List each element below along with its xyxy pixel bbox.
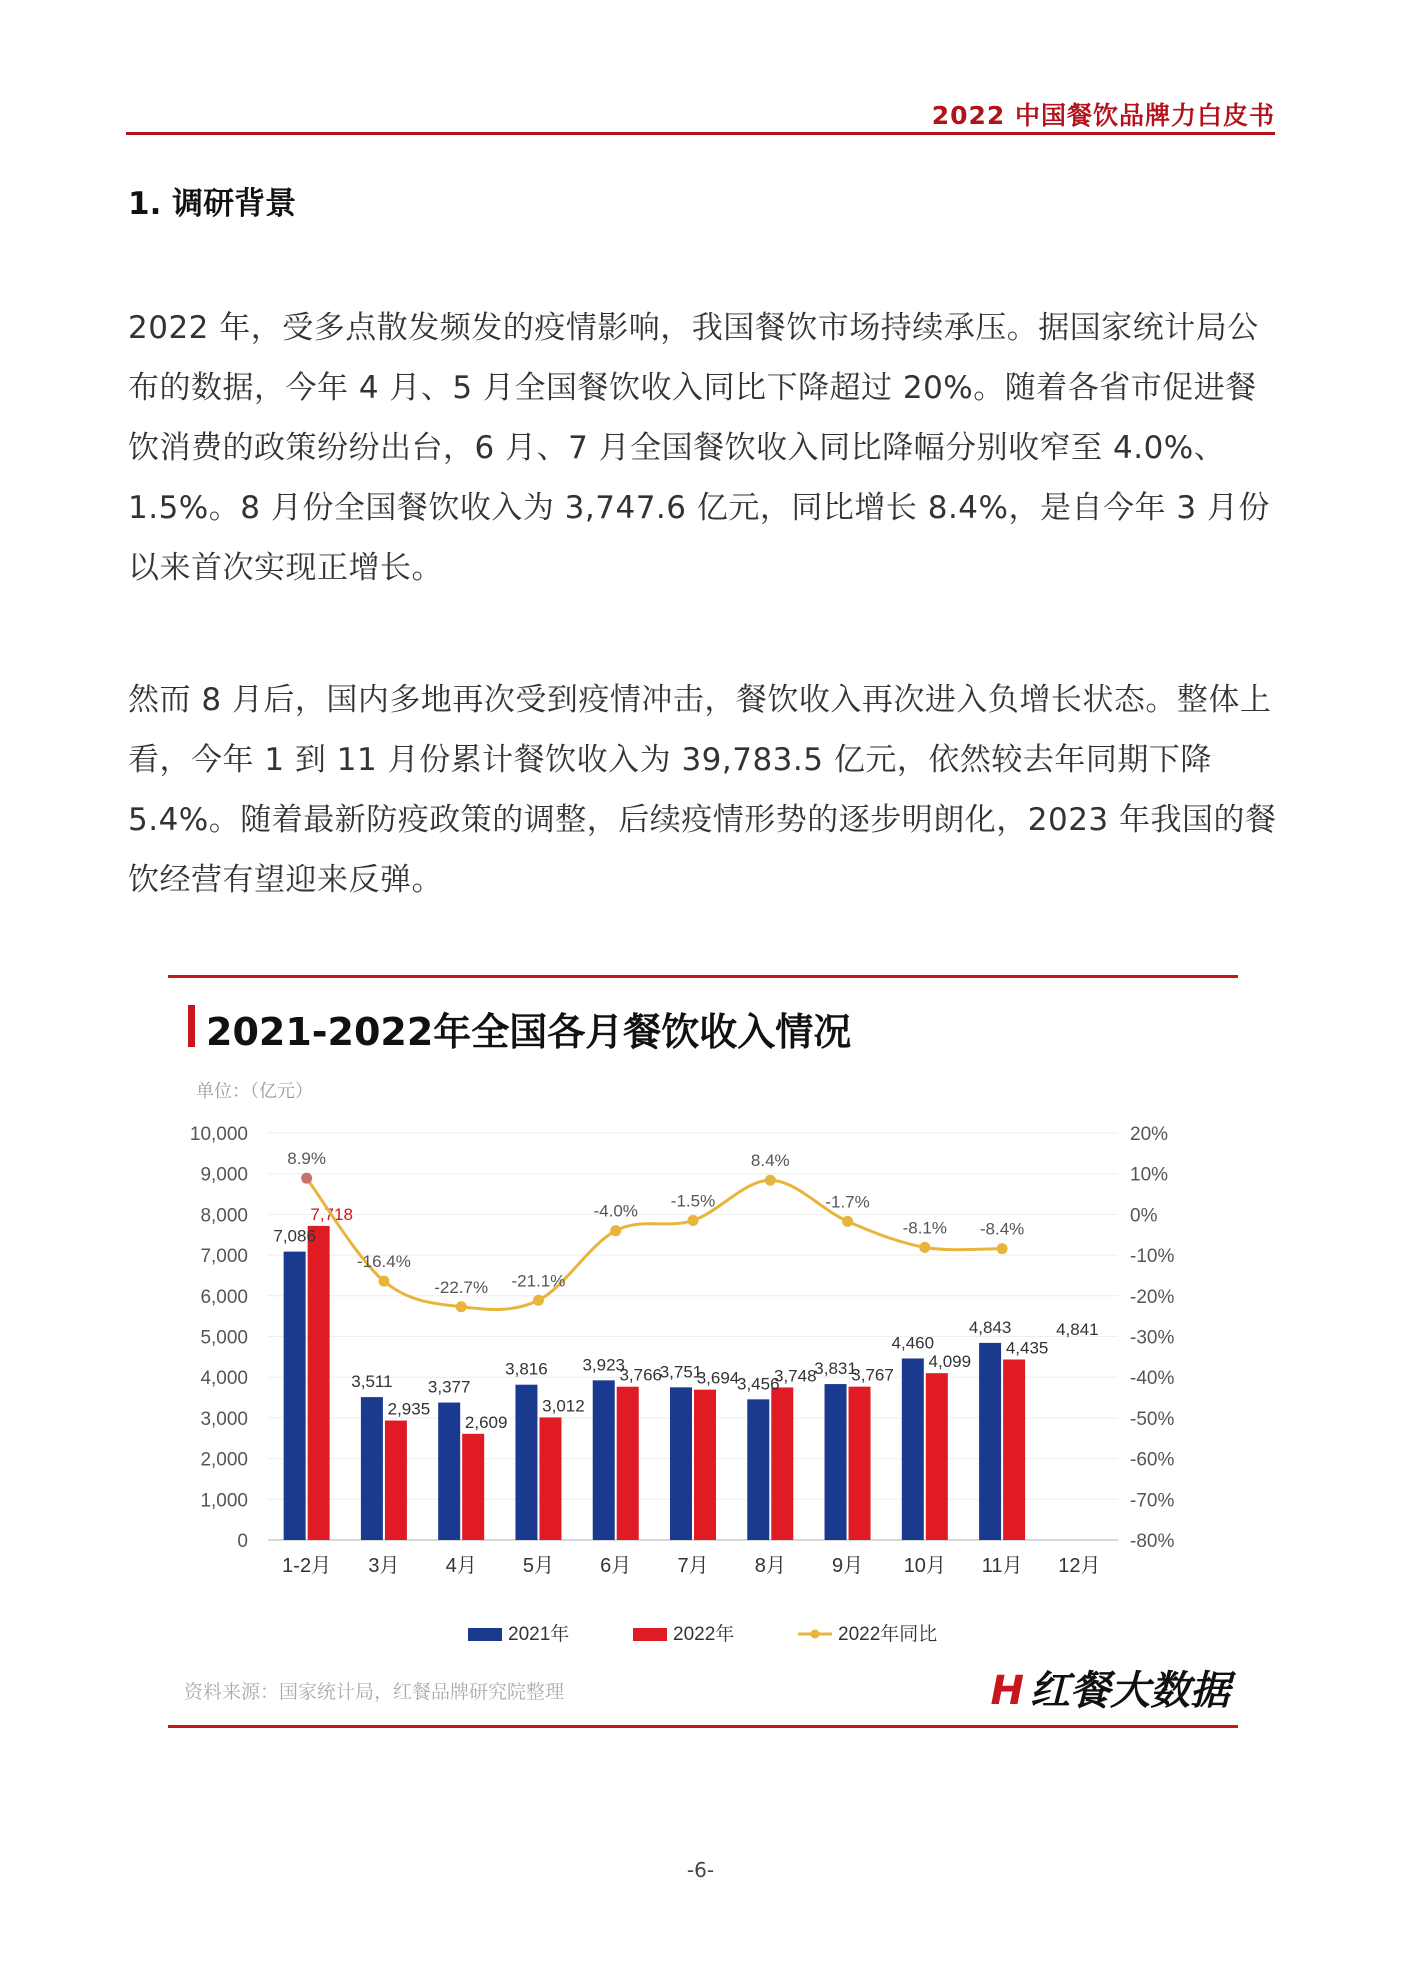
page-number: -6-: [686, 1858, 715, 1882]
x-tick-label: 12月: [1058, 1555, 1101, 1577]
bar-label-2021: 3,456: [736, 1374, 780, 1394]
bar-2021: [593, 1380, 615, 1540]
y-tick-label: 9,000: [200, 1164, 248, 1186]
bar-label-2022: 3,694: [696, 1368, 740, 1388]
chart-svg: [168, 975, 1238, 1655]
bar-2022: [694, 1390, 716, 1540]
yoy-label: -1.7%: [825, 1192, 870, 1212]
brand-name: 红餐大数据: [1030, 1668, 1230, 1714]
bar-label-2022: 2,935: [387, 1399, 431, 1419]
bar-label-2021: 3,816: [505, 1359, 548, 1379]
bar-2021: [902, 1358, 924, 1540]
x-tick-label: 7月: [677, 1555, 709, 1577]
yoy-label: 8.9%: [287, 1149, 327, 1169]
paragraph-1: 2022 年，受多点散发频发的疫情影响，我国餐饮市场持续承压。据国家统计局公布的数据，今年 4 月、5 月全国餐饮收入同比下降超过 20%。随着各省市促进餐饮消费的政策纷纷出台，6 月、7 月全国餐饮收入同比降幅分别收窄至 4.0%、1.5%。8 月份全国餐饮收入为 3,747.6 亿元，同比增长 8.4%，是自今年 3 月份以来首次实现正增长。: [128, 310, 1270, 586]
yoy-point: [533, 1295, 544, 1306]
yoy-point: [688, 1215, 699, 1226]
bar-label-2022: 2,609: [464, 1412, 508, 1432]
bar-label-2022: 3,748: [773, 1366, 817, 1386]
bar-label-2021: 7,086: [273, 1226, 316, 1246]
bar-label-2021: 3,751: [659, 1362, 703, 1382]
bar-2021: [515, 1385, 537, 1540]
y2-tick-label: -50%: [1130, 1408, 1175, 1430]
yoy-label: -4.0%: [593, 1201, 638, 1221]
y2-tick-label: -80%: [1130, 1531, 1175, 1552]
y2-tick-label: -70%: [1130, 1490, 1175, 1512]
brand-mark: H: [990, 1668, 1024, 1714]
bar-2021: [670, 1387, 692, 1540]
legend-marker-yoy: [811, 1630, 820, 1639]
yoy-point: [842, 1216, 853, 1227]
bar-label-2021: 3,377: [427, 1377, 471, 1397]
header-rule: [126, 132, 1275, 135]
x-tick-label: 11月: [981, 1555, 1023, 1577]
yoy-label: -21.1%: [511, 1271, 566, 1291]
legend-label-2022: 2022年: [673, 1624, 735, 1645]
yoy-label: 8.4%: [750, 1151, 790, 1171]
yoy-point: [997, 1243, 1008, 1254]
bar-label-2022: 4,099: [928, 1352, 972, 1372]
y2-tick-label: 10%: [1130, 1164, 1169, 1186]
y2-tick-label: -60%: [1130, 1449, 1175, 1471]
yoy-point: [765, 1175, 776, 1186]
yoy-label: -8.1%: [902, 1218, 948, 1238]
y2-tick-label: 20%: [1130, 1124, 1169, 1145]
bar-label-2021: 3,923: [582, 1355, 626, 1375]
yoy-point: [378, 1276, 389, 1287]
x-tick-label: 10月: [903, 1555, 946, 1577]
bar-2022: [308, 1226, 330, 1540]
y-tick-label: 10,000: [189, 1124, 248, 1145]
bar-2022: [385, 1421, 407, 1540]
legend-swatch-2022: [633, 1628, 667, 1641]
y-tick-label: 1,000: [200, 1490, 248, 1512]
bar-2021: [825, 1384, 847, 1540]
y2-tick-label: -10%: [1130, 1246, 1175, 1268]
bar-label-2022: 4,435: [1005, 1338, 1049, 1358]
y-tick-label: 4,000: [200, 1368, 248, 1390]
bar-label-2022: 7,718: [310, 1204, 353, 1224]
bar-label-2022: 3,766: [619, 1365, 663, 1385]
chart-title: 2021-2022年全国各月餐饮收入情况: [206, 1010, 852, 1054]
bar-2022: [1003, 1359, 1025, 1540]
bar-2022: [617, 1387, 639, 1540]
yoy-label: -22.7%: [434, 1277, 489, 1297]
x-tick-label: 4月: [445, 1555, 477, 1577]
bar-label-2021: 3,511: [351, 1372, 393, 1392]
y2-tick-label: -30%: [1130, 1327, 1175, 1349]
yoy-point: [301, 1173, 312, 1184]
y-tick-label: 0: [237, 1531, 248, 1552]
x-tick-label: 5月: [522, 1555, 555, 1577]
x-tick-label: 8月: [754, 1555, 786, 1577]
x-tick-label: 3月: [368, 1555, 400, 1577]
source-note: 资料来源：国家统计局，红餐品牌研究院整理: [184, 1681, 565, 1703]
bar-2021: [979, 1343, 1001, 1540]
y-tick-label: 7,000: [200, 1246, 248, 1268]
yoy-label: -8.4%: [979, 1219, 1025, 1239]
unit-label: 单位：（亿元）: [196, 1081, 313, 1102]
x-tick-label: 9月: [831, 1555, 864, 1577]
yoy-label: -16.4%: [356, 1252, 411, 1272]
bar-2022: [771, 1387, 793, 1540]
yoy-line: [307, 1178, 1002, 1309]
x-tick-label: 1-2月: [282, 1555, 332, 1577]
y2-tick-label: -20%: [1130, 1286, 1175, 1308]
bar-2021: [438, 1403, 460, 1540]
brand-logo: [991, 1659, 1230, 1716]
y2-tick-label: -40%: [1130, 1368, 1175, 1390]
bar-2022: [849, 1387, 871, 1540]
bar-label-2022: 3,012: [542, 1396, 585, 1416]
yoy-label: -1.5%: [670, 1191, 716, 1211]
bar-2022: [462, 1434, 484, 1540]
x-tick-label: 6月: [600, 1555, 632, 1577]
bar-label-2021: 4,843: [968, 1317, 1012, 1337]
legend-label-yoy: 2022年同比: [838, 1624, 938, 1645]
chart-bottom-rule: [168, 1725, 1238, 1728]
bar-2021: [361, 1397, 383, 1540]
section-title: 1. 调研背景: [128, 186, 297, 222]
bar-2021: [747, 1399, 769, 1540]
bar-label-2022: 3,767: [851, 1365, 894, 1385]
y-tick-label: 2,000: [200, 1449, 248, 1471]
bar-label-2021: 3,831: [814, 1359, 857, 1379]
y-tick-label: 6,000: [200, 1286, 248, 1308]
legend-label-2021: 2021年: [508, 1624, 570, 1645]
y-tick-label: 5,000: [200, 1327, 248, 1349]
bar-2022: [926, 1373, 948, 1540]
y2-tick-label: 0%: [1130, 1205, 1158, 1227]
bar-label-2021: 4,460: [891, 1333, 935, 1353]
header-title: 2022 中国餐饮品牌力白皮书: [931, 101, 1275, 130]
y-tick-label: 3,000: [200, 1408, 248, 1430]
yoy-point: [919, 1242, 930, 1253]
y-tick-label: 8,000: [200, 1205, 248, 1227]
paragraph-2: 然而 8 月后，国内多地再次受到疫情冲击，餐饮收入再次进入负增长状态。整体上看，今年 1 到 11 月份累计餐饮收入为 39,783.5 亿元，依然较去年同期下降 5.4%。随着最新防疫政策的调整，后续疫情形势的逐步明朗化，2023 年我国的餐饮经营有望迎来反弹。: [128, 682, 1277, 898]
yoy-point: [456, 1301, 467, 1312]
yoy-point: [610, 1225, 621, 1236]
bar-label-2021: 4,841: [1056, 1319, 1099, 1339]
bar-2022: [539, 1417, 561, 1540]
chart-figure: [168, 975, 1238, 1728]
bar-2021: [284, 1252, 306, 1540]
legend-swatch-2021: [468, 1628, 502, 1641]
